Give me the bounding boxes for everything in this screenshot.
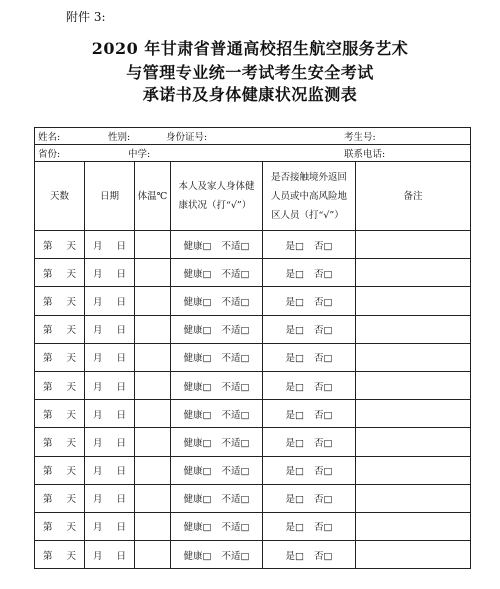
day-suffix: 天 [66,325,77,337]
day-suffix: 天 [66,437,77,449]
day-prefix: 第 [42,437,53,449]
healthy-checkbox: 健康□ [183,240,212,252]
date-cell [85,343,135,371]
health-cell [171,400,263,428]
table-row [35,541,471,569]
day-prefix: 第 [42,296,53,308]
yes-checkbox: 是□ [285,466,304,478]
table-body [35,231,471,569]
day-suffix: 天 [66,550,77,562]
day-label: 日 [116,550,127,562]
health-cell [171,231,263,259]
contact-cell [263,371,356,399]
no-checkbox: 否□ [314,466,333,478]
day-cell [35,512,85,540]
day-suffix: 天 [66,494,77,506]
no-checkbox: 否□ [314,296,333,308]
healthy-checkbox: 健康□ [183,296,212,308]
info-cell-2 [35,145,471,162]
day-cell [35,287,85,315]
info-cell-1 [35,128,471,145]
date-cell [85,541,135,569]
title-line-2: 与管理专业统一考试考生安全考试 [126,63,374,82]
temperature-cell [135,400,171,428]
day-cell [35,343,85,371]
temperature-cell [135,231,171,259]
month-label: 月 [92,240,103,252]
no-checkbox: 否□ [314,240,333,252]
day-cell [35,400,85,428]
temperature-cell [135,484,171,512]
yes-checkbox: 是□ [285,240,304,252]
header-contact-line-2: 人员或中高风险地 [270,190,347,202]
table-row [35,315,471,343]
yes-checkbox: 是□ [285,325,304,337]
no-checkbox: 否□ [314,325,333,337]
contact-cell [263,343,356,371]
month-label: 月 [92,381,103,393]
month-label: 月 [92,296,103,308]
header-temperature: 体温℃ [135,162,171,231]
temperature-cell [135,512,171,540]
month-label: 月 [92,325,103,337]
unwell-checkbox: 不适□ [221,353,250,365]
healthy-checkbox: 健康□ [183,550,212,562]
month-label: 月 [92,353,103,365]
day-label: 日 [116,240,127,252]
yes-checkbox: 是□ [285,437,304,449]
unwell-checkbox: 不适□ [221,268,250,280]
healthy-checkbox: 健康□ [183,494,212,506]
date-cell [85,400,135,428]
unwell-checkbox: 不适□ [221,381,250,393]
contact-cell [263,484,356,512]
day-cell [35,484,85,512]
no-checkbox: 否□ [314,437,333,449]
no-checkbox: 否□ [314,268,333,280]
day-suffix: 天 [66,353,77,365]
notes-cell [356,484,471,512]
header-contact-line-3: 区人员（打“√”） [270,209,344,221]
contact-cell [263,259,356,287]
name-label: 姓名: [38,132,61,143]
day-prefix: 第 [42,268,53,280]
day-label: 日 [116,268,127,280]
yes-checkbox: 是□ [285,409,304,421]
date-cell [85,484,135,512]
notes-cell [356,259,471,287]
notes-cell [356,428,471,456]
table-row [35,512,471,540]
date-cell [85,428,135,456]
health-cell [171,287,263,315]
monitoring-table [34,127,471,569]
day-suffix: 天 [66,466,77,478]
school-label: 中学: [128,149,151,160]
day-cell [35,428,85,456]
yes-checkbox: 是□ [285,550,304,562]
province-label: 省份: [38,149,61,160]
healthy-checkbox: 健康□ [183,466,212,478]
contact-cell [263,428,356,456]
notes-cell [356,371,471,399]
title-line-3: 承诺书及身体健康状况监测表 [142,85,358,104]
day-suffix: 天 [66,296,77,308]
month-label: 月 [92,268,103,280]
contact-cell [263,287,356,315]
day-cell [35,231,85,259]
day-label: 日 [116,353,127,365]
unwell-checkbox: 不适□ [221,522,250,534]
no-checkbox: 否□ [314,381,333,393]
id-number-label: 身份证号: [166,132,208,143]
notes-cell [356,231,471,259]
day-prefix: 第 [42,550,53,562]
unwell-checkbox: 不适□ [221,494,250,506]
temperature-cell [135,287,171,315]
date-cell [85,371,135,399]
header-health-line-1: 本人及家人身体健 [178,181,255,192]
phone-label: 联系电话: [344,149,386,160]
health-cell [171,512,263,540]
day-prefix: 第 [42,409,53,421]
date-cell [85,287,135,315]
unwell-checkbox: 不适□ [221,437,250,449]
header-notes: 备注 [356,162,471,231]
unwell-checkbox: 不适□ [221,296,250,308]
notes-cell [356,400,471,428]
day-prefix: 第 [42,240,53,252]
month-label: 月 [92,494,103,506]
no-checkbox: 否□ [314,522,333,534]
yes-checkbox: 是□ [285,522,304,534]
info-row-2 [35,145,471,162]
unwell-checkbox: 不适□ [221,409,250,421]
contact-cell [263,400,356,428]
day-prefix: 第 [42,325,53,337]
attachment-label: 附件 3: [66,10,106,24]
day-cell [35,371,85,399]
day-suffix: 天 [66,522,77,534]
health-cell [171,456,263,484]
header-contact-line-1: 是否接触境外返回 [270,171,347,183]
month-label: 月 [92,522,103,534]
no-checkbox: 否□ [314,409,333,421]
day-label: 日 [116,522,127,534]
day-label: 日 [116,381,127,393]
table-row [35,231,471,259]
unwell-checkbox: 不适□ [221,466,250,478]
header-health-status [171,162,263,231]
day-cell [35,259,85,287]
table-row [35,400,471,428]
health-cell [171,259,263,287]
health-cell [171,484,263,512]
yes-checkbox: 是□ [285,268,304,280]
notes-cell [356,343,471,371]
month-label: 月 [92,550,103,562]
day-label: 日 [116,296,127,308]
table-row [35,484,471,512]
day-prefix: 第 [42,522,53,534]
healthy-checkbox: 健康□ [183,268,212,280]
notes-cell [356,541,471,569]
day-label: 日 [116,494,127,506]
notes-cell [356,287,471,315]
no-checkbox: 否□ [314,353,333,365]
month-label: 月 [92,437,103,449]
day-prefix: 第 [42,353,53,365]
day-cell [35,315,85,343]
date-cell [85,259,135,287]
header-day: 天数 [35,162,85,231]
table-row [35,456,471,484]
day-suffix: 天 [66,409,77,421]
healthy-checkbox: 健康□ [183,409,212,421]
date-cell [85,512,135,540]
table-row [35,343,471,371]
unwell-checkbox: 不适□ [221,240,250,252]
day-label: 日 [116,409,127,421]
notes-cell [356,512,471,540]
unwell-checkbox: 不适□ [221,325,250,337]
header-health-line-2: 康状况（打“√”） [178,200,252,211]
yes-checkbox: 是□ [285,381,304,393]
health-cell [171,428,263,456]
day-label: 日 [116,325,127,337]
temperature-cell [135,428,171,456]
no-checkbox: 否□ [314,494,333,506]
exam-number-label: 考生号: [344,132,376,143]
gender-label: 性别: [108,132,131,143]
day-suffix: 天 [66,240,77,252]
healthy-checkbox: 健康□ [183,437,212,449]
health-cell [171,343,263,371]
contact-cell [263,512,356,540]
table-row [35,259,471,287]
unwell-checkbox: 不适□ [221,550,250,562]
temperature-cell [135,259,171,287]
yes-checkbox: 是□ [285,353,304,365]
healthy-checkbox: 健康□ [183,522,212,534]
month-label: 月 [92,466,103,478]
month-label: 月 [92,409,103,421]
temperature-cell [135,371,171,399]
healthy-checkbox: 健康□ [183,353,212,365]
temperature-cell [135,541,171,569]
health-cell [171,541,263,569]
yes-checkbox: 是□ [285,494,304,506]
table-row [35,428,471,456]
date-cell [85,315,135,343]
contact-cell [263,231,356,259]
header-row [35,162,471,231]
temperature-cell [135,343,171,371]
date-cell [85,231,135,259]
yes-checkbox: 是□ [285,296,304,308]
table-row [35,287,471,315]
header-date: 日期 [85,162,135,231]
healthy-checkbox: 健康□ [183,381,212,393]
table-row [35,371,471,399]
day-prefix: 第 [42,381,53,393]
date-cell [85,456,135,484]
header-contact-status [263,162,356,231]
day-cell [35,541,85,569]
contact-cell [263,541,356,569]
day-label: 日 [116,466,127,478]
day-cell [35,456,85,484]
day-label: 日 [116,437,127,449]
day-suffix: 天 [66,381,77,393]
contact-cell [263,315,356,343]
day-suffix: 天 [66,268,77,280]
temperature-cell [135,315,171,343]
title-line-1: 2020 年甘肃省普通高校招生航空服务艺术 [91,39,409,58]
health-cell [171,315,263,343]
notes-cell [356,456,471,484]
notes-cell [356,315,471,343]
no-checkbox: 否□ [314,550,333,562]
day-prefix: 第 [42,494,53,506]
healthy-checkbox: 健康□ [183,325,212,337]
info-row-1 [35,128,471,145]
contact-cell [263,456,356,484]
day-prefix: 第 [42,466,53,478]
health-cell [171,371,263,399]
temperature-cell [135,456,171,484]
